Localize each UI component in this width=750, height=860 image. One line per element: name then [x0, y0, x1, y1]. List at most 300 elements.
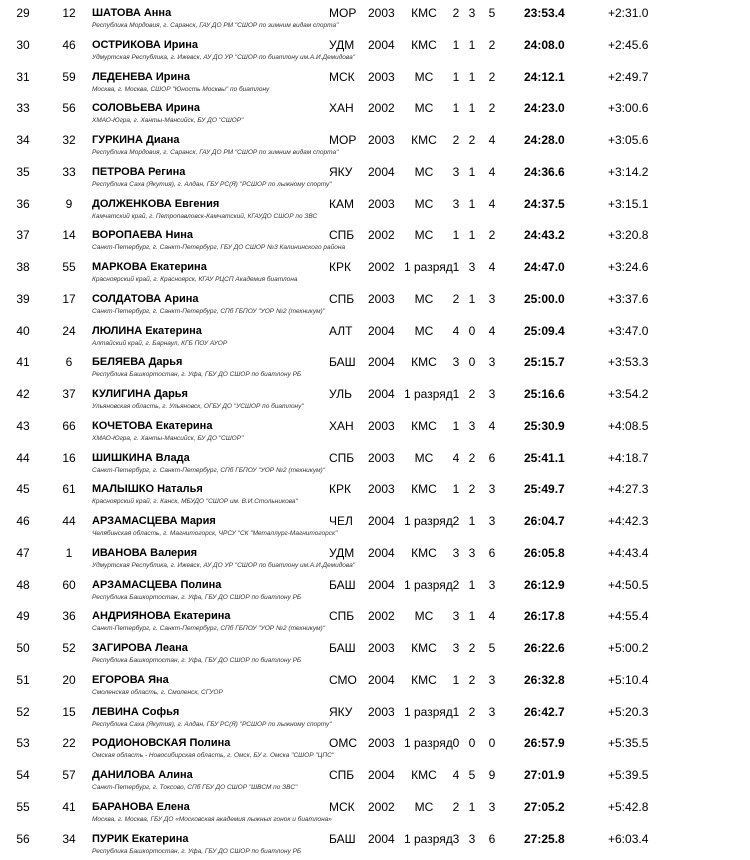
- place-cell: 37: [16, 228, 30, 243]
- bib-cell: 52: [62, 641, 76, 655]
- sport-rank: МС: [414, 323, 434, 338]
- finish-time: 23:53.4: [524, 6, 565, 20]
- time-behind: +5:35.5: [608, 736, 649, 751]
- shooting-1: 2: [452, 133, 460, 147]
- athlete-organization: Смоленская область, г. Смоленск, СГУОР: [92, 688, 223, 696]
- bib-cell: 55: [62, 260, 76, 274]
- place-cell: 31: [16, 69, 30, 84]
- place-cell: 29: [16, 6, 30, 20]
- region-code: ХАН: [329, 101, 354, 116]
- birth-year: 2004: [368, 768, 395, 782]
- table-row: [0, 669, 750, 701]
- shooting-1: 1: [452, 387, 460, 401]
- region-code: МОР: [329, 133, 357, 147]
- shooting-1: 3: [452, 545, 460, 560]
- table-row: [0, 542, 750, 574]
- place-cell: 45: [16, 482, 30, 497]
- finish-time: 24:12.1: [524, 69, 565, 84]
- table-row: [0, 447, 750, 479]
- birth-year: 2003: [368, 736, 395, 751]
- penalty-total: 3: [488, 291, 496, 306]
- time-behind: +5:00.2: [608, 641, 649, 655]
- shooting-1: 2: [452, 799, 460, 814]
- bib-cell: 46: [62, 37, 76, 52]
- shooting-2: 3: [468, 831, 476, 846]
- penalty-total: 5: [488, 641, 496, 655]
- birth-year: 2002: [368, 260, 395, 274]
- region-code: СМО: [329, 672, 357, 687]
- table-row: [0, 796, 750, 828]
- time-behind: +5:20.3: [608, 704, 649, 719]
- finish-time: 25:30.9: [524, 418, 565, 433]
- athlete-name: ЛЕВИНА Софья: [92, 705, 180, 718]
- sport-rank: КМС: [411, 37, 437, 52]
- penalty-total: 2: [488, 37, 496, 52]
- shooting-1: 3: [452, 641, 460, 655]
- athlete-name: ОСТРИКОВА Ирина: [92, 38, 199, 51]
- time-behind: +3:24.6: [608, 260, 649, 274]
- time-behind: +5:39.5: [608, 768, 649, 782]
- sport-rank: КМС: [411, 641, 437, 655]
- finish-time: 25:09.4: [524, 323, 565, 338]
- region-code: МСК: [329, 69, 355, 84]
- finish-time: 25:49.7: [524, 482, 565, 497]
- athlete-name: СОЛДАТОВА Арина: [92, 292, 199, 305]
- place-cell: 46: [16, 514, 30, 528]
- penalty-total: 3: [488, 799, 496, 814]
- athlete-name: СОЛОВЬЕВА Ирина: [92, 102, 200, 115]
- time-behind: +3:54.2: [608, 387, 649, 401]
- sport-rank: 1 разряд: [404, 514, 453, 528]
- athlete-organization: Челябинская область, г. Магнитогорск, ЧРСУ "СК "Металлург-Магнитогорск": [92, 530, 338, 537]
- shooting-2: 0: [468, 355, 476, 370]
- sport-rank: КМС: [411, 6, 437, 20]
- shooting-2: 1: [468, 228, 476, 243]
- place-cell: 40: [16, 323, 30, 338]
- table-row: [0, 605, 750, 637]
- place-cell: 53: [16, 736, 30, 751]
- birth-year: 2003: [368, 418, 395, 433]
- bib-cell: 61: [62, 482, 76, 497]
- birth-year: 2004: [368, 672, 395, 687]
- region-code: ЧЕЛ: [329, 514, 353, 528]
- athlete-name: ШАТОВА Анна: [92, 7, 172, 19]
- sport-rank: КМС: [411, 545, 437, 560]
- penalty-total: 3: [488, 355, 496, 370]
- place-cell: 41: [16, 355, 30, 370]
- finish-time: 24:08.0: [524, 37, 565, 52]
- shooting-2: 1: [468, 164, 476, 179]
- shooting-2: 1: [468, 577, 476, 592]
- penalty-total: 9: [488, 768, 496, 782]
- shooting-2: 0: [468, 736, 476, 751]
- table-row: [0, 732, 750, 764]
- place-cell: 52: [16, 704, 30, 719]
- time-behind: +4:43.4: [608, 545, 649, 560]
- region-code: ЯКУ: [329, 164, 353, 179]
- athlete-organization: ХМАО-Югра, г. Ханты-Мансийск, БУ ДО "СШОР": [92, 434, 244, 442]
- penalty-total: 5: [488, 6, 496, 20]
- time-behind: +5:10.4: [608, 672, 649, 687]
- finish-time: 26:32.8: [524, 672, 565, 687]
- finish-time: 24:23.0: [524, 101, 565, 116]
- athlete-name: ДАНИЛОВА Алина: [92, 769, 193, 781]
- birth-year: 2004: [368, 323, 395, 338]
- time-behind: +3:53.3: [608, 355, 649, 370]
- birth-year: 2002: [368, 101, 395, 116]
- region-code: БАШ: [329, 577, 356, 592]
- shooting-2: 1: [468, 291, 476, 306]
- athlete-organization: Удмуртская Республика, г. Ижевск, АУ ДО УР "СШОР по биатлону им.А.И.Демидова": [92, 561, 356, 569]
- birth-year: 2003: [368, 133, 395, 147]
- birth-year: 2002: [368, 799, 395, 814]
- time-behind: +4:08.5: [608, 418, 649, 433]
- time-behind: +3:47.0: [608, 323, 649, 338]
- region-code: УДМ: [329, 545, 355, 560]
- birth-year: 2002: [368, 228, 395, 243]
- sport-rank: КМС: [411, 355, 437, 370]
- penalty-total: 6: [488, 831, 496, 846]
- table-row: [0, 288, 750, 320]
- region-code: ОМС: [329, 736, 357, 751]
- region-code: КРК: [329, 260, 351, 274]
- birth-year: 2004: [368, 387, 395, 401]
- time-behind: +4:42.3: [608, 514, 649, 528]
- bib-cell: 32: [62, 133, 76, 147]
- time-behind: +6:03.4: [608, 831, 649, 846]
- bib-cell: 37: [62, 387, 76, 401]
- time-behind: +3:05.6: [608, 133, 649, 147]
- sport-rank: МС: [414, 196, 434, 211]
- bib-cell: 41: [62, 799, 76, 814]
- shooting-2: 1: [468, 101, 476, 116]
- shooting-1: 1: [452, 37, 460, 52]
- sport-rank: 1 разряд: [404, 260, 453, 274]
- region-code: СПБ: [329, 450, 355, 465]
- penalty-total: 2: [488, 101, 496, 116]
- table-row: [0, 224, 750, 256]
- athlete-organization: Санкт-Петербург, г. Санкт-Петербург, СПб ГБПОУ "УОР №2 (техникум)": [92, 466, 326, 474]
- birth-year: 2003: [368, 450, 395, 465]
- athlete-organization: Республика Башкортостан, г. Уфа, ГБУ ДО СШОР по биатлону РБ: [92, 593, 302, 601]
- penalty-total: 4: [488, 260, 496, 274]
- shooting-2: 2: [468, 704, 476, 719]
- finish-time: 25:41.1: [524, 450, 565, 465]
- finish-time: 26:42.7: [524, 704, 565, 719]
- athlete-name: АРЗАМАСЦЕВА Полина: [92, 578, 222, 591]
- table-row: [0, 2, 750, 34]
- place-cell: 34: [16, 133, 30, 147]
- athlete-name: ДОЛЖЕНКОВА Евгения: [92, 197, 220, 210]
- shooting-2: 2: [468, 482, 476, 497]
- time-behind: +3:00.6: [608, 101, 649, 116]
- athlete-name: ПЕТРОВА Регина: [92, 165, 186, 178]
- finish-time: 26:57.9: [524, 736, 565, 751]
- penalty-total: 3: [488, 387, 496, 401]
- shooting-1: 4: [452, 768, 460, 782]
- birth-year: 2003: [368, 641, 395, 655]
- shooting-1: 3: [452, 196, 460, 211]
- athlete-name: КУЛИГИНА Дарья: [92, 388, 188, 400]
- penalty-total: 4: [488, 323, 496, 338]
- penalty-total: 4: [488, 609, 496, 624]
- place-cell: 39: [16, 291, 30, 306]
- finish-time: 27:01.9: [524, 768, 565, 782]
- sport-rank: МС: [414, 799, 434, 814]
- finish-time: 25:00.0: [524, 291, 565, 306]
- athlete-organization: Республика Саха (Якутия), г. Алдан, ГБУ РС(Я) "РСШОР по лыжному спорту": [92, 180, 332, 188]
- bib-cell: 60: [62, 577, 76, 592]
- place-cell: 44: [16, 450, 30, 465]
- table-row: [0, 320, 750, 352]
- finish-time: 24:47.0: [524, 260, 565, 274]
- time-behind: +3:37.6: [608, 291, 649, 306]
- athlete-organization: Санкт-Петербург, г. Токсово, СПб ГБУ ДО СШОР "ШВСМ по ЗВС": [92, 784, 298, 791]
- time-behind: +2:45.6: [608, 37, 649, 52]
- birth-year: 2004: [368, 355, 395, 370]
- athlete-name: МАЛЫШКО Наталья: [92, 483, 203, 496]
- place-cell: 30: [16, 37, 30, 52]
- athlete-name: РОДИОНОВСКАЯ Полина: [92, 737, 231, 750]
- shooting-1: 1: [452, 418, 460, 433]
- birth-year: 2003: [368, 69, 395, 84]
- time-behind: +2:31.0: [608, 6, 649, 20]
- finish-time: 26:05.8: [524, 545, 565, 560]
- finish-time: 24:43.2: [524, 228, 565, 243]
- time-behind: +4:27.3: [608, 482, 649, 497]
- time-behind: +3:20.8: [608, 228, 649, 243]
- place-cell: 48: [16, 577, 30, 592]
- bib-cell: 59: [62, 69, 76, 84]
- penalty-total: 3: [488, 577, 496, 592]
- shooting-2: 1: [468, 37, 476, 52]
- place-cell: 55: [16, 799, 30, 814]
- finish-time: 27:25.8: [524, 831, 565, 846]
- athlete-organization: Алтайский край, г. Барнаул, КГБ ПОУ АУОР: [92, 339, 228, 347]
- athlete-organization: Республика Башкортостан, г. Уфа, ГБУ ДО СШОР по биатлону РБ: [92, 847, 302, 855]
- region-code: СПБ: [329, 609, 355, 624]
- region-code: СПБ: [329, 291, 355, 306]
- penalty-total: 3: [488, 704, 496, 719]
- shooting-2: 0: [468, 323, 476, 338]
- place-cell: 42: [16, 387, 30, 401]
- penalty-total: 4: [488, 418, 496, 433]
- athlete-organization: Омская область - Новосибирская область, г. Омск, БУ г. Омска "СШОР "ЦПС": [92, 752, 335, 760]
- bib-cell: 56: [62, 101, 76, 116]
- athlete-organization: Санкт-Петербург, г. Санкт-Петербург, ГБУ ДО СШОР №3 Калининского района: [92, 244, 346, 252]
- birth-year: 2004: [368, 164, 395, 179]
- athlete-organization: Красноярский край, г. Канск, МБУДО "СШОР им. В.И.Стольникова": [92, 498, 298, 506]
- bib-cell: 9: [65, 196, 73, 211]
- bib-cell: 16: [62, 450, 76, 465]
- athlete-organization: Удмуртская Республика, г. Ижевск, АУ ДО УР "СШОР по биатлону им.А.И.Демидова": [92, 53, 356, 61]
- table-row: [0, 574, 750, 606]
- region-code: БАШ: [329, 355, 356, 370]
- sport-rank: МС: [414, 450, 434, 465]
- finish-time: 25:16.6: [524, 387, 565, 401]
- athlete-name: ЕГОРОВА Яна: [92, 673, 169, 686]
- shooting-2: 5: [468, 768, 476, 782]
- time-behind: +4:50.5: [608, 577, 649, 592]
- athlete-name: АНДРИЯНОВА Екатерина: [92, 610, 231, 623]
- shooting-1: 4: [452, 323, 460, 338]
- shooting-2: 3: [468, 260, 476, 274]
- birth-year: 2004: [368, 545, 395, 560]
- region-code: БАШ: [329, 831, 356, 846]
- table-row: [0, 256, 750, 288]
- shooting-1: 1: [452, 228, 460, 243]
- athlete-organization: Республика Башкортостан, г. Уфа, ГБУ ДО СШОР по биатлону РБ: [92, 371, 302, 379]
- sport-rank: 1 разряд: [404, 387, 453, 401]
- place-cell: 43: [16, 418, 30, 433]
- sport-rank: МС: [414, 291, 434, 306]
- penalty-total: 4: [488, 164, 496, 179]
- time-behind: +5:42.8: [608, 799, 649, 814]
- shooting-1: 1: [452, 260, 460, 274]
- bib-cell: 14: [62, 228, 76, 243]
- place-cell: 33: [16, 101, 30, 116]
- place-cell: 51: [16, 672, 30, 687]
- table-row: [0, 351, 750, 383]
- sport-rank: МС: [414, 609, 434, 624]
- shooting-1: 0: [452, 736, 460, 751]
- region-code: БАШ: [329, 641, 356, 655]
- table-row: [0, 129, 750, 161]
- birth-year: 2004: [368, 514, 395, 528]
- birth-year: 2004: [368, 37, 395, 52]
- time-behind: +3:14.2: [608, 164, 649, 179]
- athlete-name: АРЗАМАСЦЕВА Мария: [92, 515, 216, 527]
- table-row: [0, 478, 750, 510]
- athlete-name: ПУРИК Екатерина: [92, 832, 189, 845]
- bib-cell: 15: [62, 704, 76, 719]
- bib-cell: 1: [65, 545, 73, 560]
- finish-time: 26:04.7: [524, 514, 565, 528]
- penalty-total: 3: [488, 482, 496, 497]
- sport-rank: МС: [414, 164, 434, 179]
- region-code: КРК: [329, 482, 351, 497]
- region-code: СПБ: [329, 228, 355, 243]
- birth-year: 2003: [368, 291, 395, 306]
- shooting-2: 2: [468, 672, 476, 687]
- region-code: ХАН: [329, 418, 354, 433]
- birth-year: 2002: [368, 609, 395, 624]
- sport-rank: КМС: [411, 133, 437, 147]
- penalty-total: 0: [488, 736, 496, 751]
- place-cell: 36: [16, 196, 30, 211]
- athlete-name: БАРАНОВА Елена: [92, 800, 190, 813]
- athlete-name: ИВАНОВА Валерия: [92, 546, 198, 559]
- shooting-2: 1: [468, 69, 476, 84]
- finish-time: 27:05.2: [524, 799, 565, 814]
- region-code: УДМ: [329, 37, 355, 52]
- table-row: [0, 161, 750, 193]
- shooting-2: 3: [468, 6, 476, 20]
- region-code: МОР: [329, 6, 357, 20]
- time-behind: +2:49.7: [608, 69, 649, 84]
- sport-rank: МС: [414, 228, 434, 243]
- bib-cell: 36: [62, 609, 76, 624]
- shooting-1: 3: [452, 831, 460, 846]
- bib-cell: 12: [62, 6, 76, 20]
- bib-cell: 20: [62, 672, 76, 687]
- birth-year: 2003: [368, 196, 395, 211]
- table-row: [0, 415, 750, 447]
- place-cell: 54: [16, 768, 30, 782]
- penalty-total: 2: [488, 69, 496, 84]
- sport-rank: 1 разряд: [404, 704, 453, 719]
- athlete-organization: Москва, г. Москва, СШОР "Юность Москвы" по биатлону: [92, 85, 270, 93]
- time-behind: +3:15.1: [608, 196, 649, 211]
- place-cell: 35: [16, 164, 30, 179]
- region-code: АЛТ: [329, 323, 353, 338]
- finish-time: 26:12.9: [524, 577, 565, 592]
- table-row: [0, 193, 750, 225]
- sport-rank: 1 разряд: [404, 736, 453, 751]
- sport-rank: КМС: [411, 672, 437, 687]
- birth-year: 2003: [368, 6, 395, 20]
- athlete-name: ЛЮЛИНА Екатерина: [92, 324, 202, 337]
- shooting-2: 2: [468, 450, 476, 465]
- shooting-2: 3: [468, 545, 476, 560]
- shooting-1: 3: [452, 355, 460, 370]
- shooting-1: 1: [452, 69, 460, 84]
- sport-rank: КМС: [411, 482, 437, 497]
- birth-year: 2004: [368, 831, 395, 846]
- bib-cell: 22: [62, 736, 76, 751]
- athlete-name: ЗАГИРОВА Леана: [92, 642, 188, 654]
- shooting-1: 2: [452, 6, 460, 20]
- bib-cell: 6: [65, 355, 73, 370]
- sport-rank: МС: [414, 69, 434, 84]
- place-cell: 56: [16, 831, 30, 846]
- athlete-name: ВОРОПАЕВА Нина: [92, 229, 194, 242]
- finish-time: 25:15.7: [524, 355, 565, 370]
- sport-rank: 1 разряд: [404, 577, 453, 592]
- finish-time: 24:37.5: [524, 196, 565, 211]
- athlete-organization: Санкт-Петербург, г. Санкт-Петербург, СПб ГБПОУ "УОР №2 (техникум)": [92, 625, 326, 633]
- region-code: МСК: [329, 799, 355, 814]
- athlete-organization: Москва, г. Москва, ГБУ ДО «Московская академия лыжных гонок и биатлона»: [92, 815, 332, 823]
- shooting-1: 1: [452, 704, 460, 719]
- athlete-organization: ХМАО-Югра, г. Ханты-Мансийск, БУ ДО "СШОР": [92, 117, 244, 125]
- shooting-2: 1: [468, 609, 476, 624]
- shooting-2: 2: [468, 133, 476, 147]
- region-code: ЯКУ: [329, 704, 353, 719]
- bib-cell: 66: [62, 418, 76, 433]
- shooting-2: 3: [468, 418, 476, 433]
- penalty-total: 4: [488, 133, 496, 147]
- table-row: [0, 510, 750, 542]
- birth-year: 2003: [368, 482, 395, 497]
- penalty-total: 6: [488, 545, 496, 560]
- shooting-1: 1: [452, 101, 460, 116]
- place-cell: 50: [16, 641, 30, 655]
- athlete-name: ЛЕДЕНЕВА Ирина: [92, 70, 191, 83]
- finish-time: 26:22.6: [524, 641, 565, 655]
- athlete-organization: Камчатский край, г. Петропавловск-Камчатский, КГАУДО СШОР по ЗВС: [92, 212, 318, 220]
- bib-cell: 44: [62, 514, 76, 528]
- athlete-organization: Республика Мордовия, г. Саранск, ГАУ ДО РМ "СШОР по зимним видам спорта": [92, 22, 339, 29]
- bib-cell: 33: [62, 164, 76, 179]
- penalty-total: 3: [488, 514, 496, 528]
- bib-cell: 24: [62, 323, 76, 338]
- birth-year: 2004: [368, 577, 395, 592]
- shooting-2: 1: [468, 196, 476, 211]
- athlete-organization: Ульяновская область, г. Ульяновск, ОГБУ ДО "УСШОР по биатлону": [92, 403, 304, 410]
- table-row: [0, 764, 750, 796]
- athlete-organization: Республика Саха (Якутия), г. Алдан, ГБУ РС(Я) "РСШОР по лыжному спорту": [92, 720, 332, 728]
